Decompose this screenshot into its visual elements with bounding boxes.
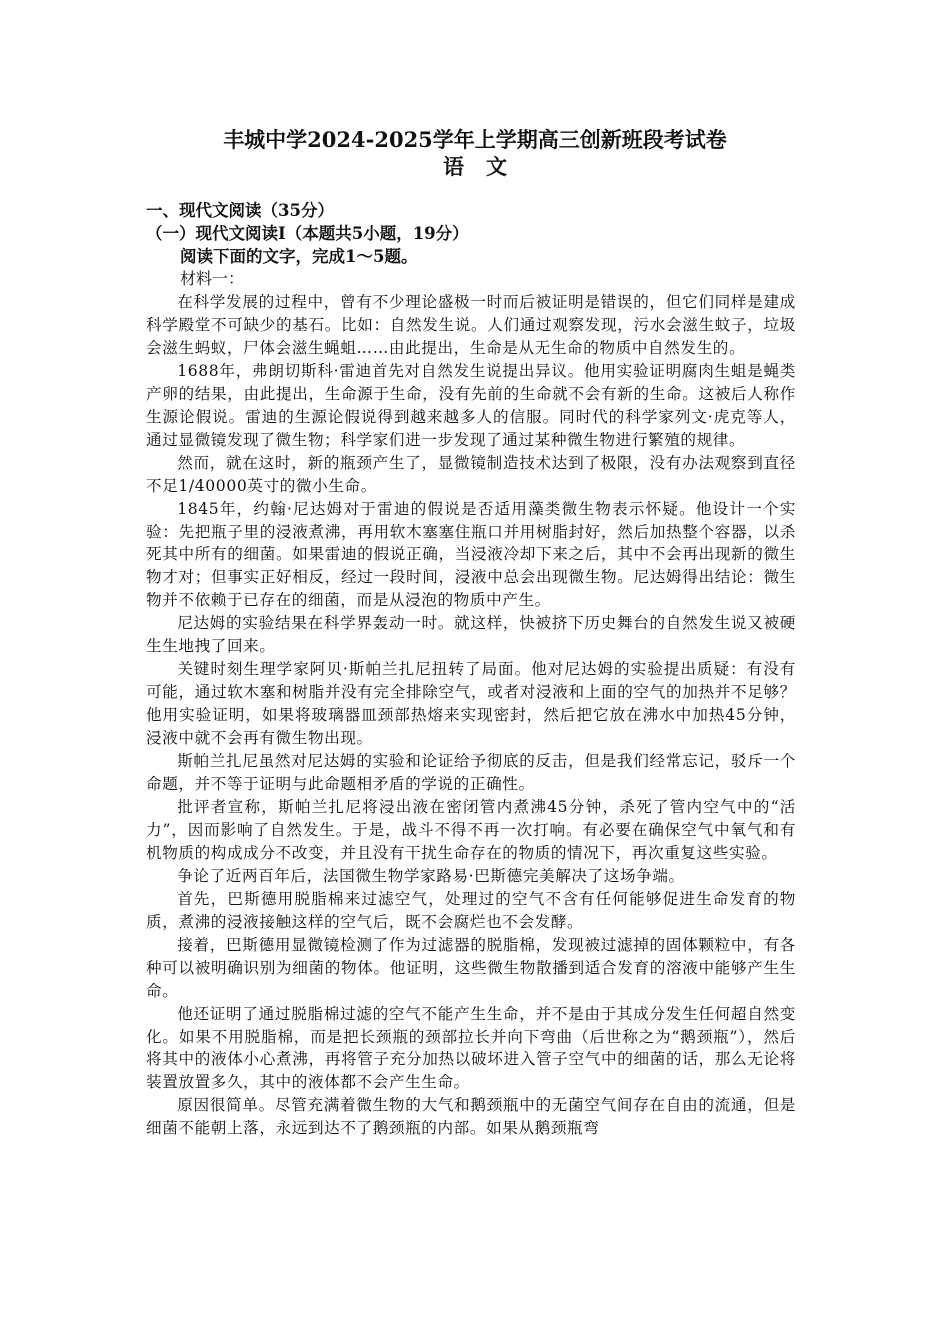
paragraph: 原因很简单。尽管充满着微生物的大气和鹅颈瓶中的无菌空气间存在自由的流通，但是细菌不能朝上落，永远到达不了鹅颈瓶的内部。如果从鹅颈瓶弯: [146, 1096, 796, 1138]
paragraph: 在科学发展的过程中，曾有不少理论盛极一时而后被证明是错误的，但它们同样是建成科学殿堂不可缺少的基石。比如：自然发生说。人们通过观察发现，污水会滋生蚊子，垃圾会滋生蚂蚁，尸体会滋生蝇蛆……由此提出，生命是从无生命的物质中自然发生的。: [146, 293, 796, 357]
subject-title: 语文: [443, 154, 529, 179]
exam-title: 丰城中学2024-2025学年上学期高三创新班段考试卷: [223, 127, 727, 152]
paragraph: 1688年，弗朗切斯科·雷迪首先对自然发生说提出异议。他用实验证明腐肉生蛆是蝇类产卵的结果，由此提出，生命源于生命，没有先前的生命就不会有新的生命。这被后人称作生源论假说。雷迪的生源论假说得到越来越多人的信服。同时代的科学家列文·虎克等人，通过显微镜发现了微生物；科学家们进一步发现了通过某种微生物进行繁殖的规律。: [146, 361, 796, 449]
paragraph: 批评者宣称，斯帕兰扎尼将浸出液在密闭管内煮沸45分钟，杀死了管内空气中的“活力”，因而影响了自然发生。于是，战斗不得不再一次打响。有必要在确保空气中氧气和有机物质的构成成分不改变，并且没有干扰生命存在的物质的情况下，再次重复这些实验。: [146, 797, 796, 862]
paragraph: 1845年，约翰·尼达姆对于雷迪的假说是否适用藻类微生物表示怀疑。他设计一个实验：先把瓶子里的浸液煮沸，再用软木塞塞住瓶口并用树脂封好，然后加热整个容器，以杀死其中所有的细菌。如果雷迪的假说正确，当浸液冷却下来之后，其中不会再出现新的微生物才对；但事实正好相反，经过一段时间，浸液中总会出现微生物。尼达姆得出结论：微生物并不依赖于已存在的细菌，而是从浸泡的物质中产生。: [146, 499, 796, 610]
paragraph: 首先，巴斯德用脱脂棉来过滤空气，处理过的空气不含有任何能够促进生命发育的物质，煮沸的浸液接触这样的空气后，既不会腐烂也不会发酵。: [146, 889, 796, 931]
paragraph: 尼达姆的实验结果在科学界轰动一时。就这样，快被挤下历史舞台的自然发生说又被硬生生地拽了回来。: [146, 614, 796, 656]
subsection-heading: （一）现代文阅读Ⅰ（本题共5小题，19分）: [146, 224, 469, 243]
paragraph: 接着，巴斯德用显微镜检测了作为过滤器的脱脂棉，发现被过滤掉的固体颗粒中，有各种可以被明确识别为细菌的物体。他证明，这些微生物散播到适合发育的溶液中能够产生生命。: [146, 935, 796, 1000]
reading-instruction: 阅读下面的文字，完成1～5题。: [180, 247, 418, 266]
material-label: 材料一：: [180, 269, 245, 288]
section-heading: 一、现代文阅读（35分）: [146, 201, 334, 220]
passage-body: [146, 291, 796, 1140]
paragraph: 争论了近两百年后，法国微生物学家路易·巴斯德完美解决了这场争端。: [177, 866, 685, 885]
paragraph: 然而，就在这时，新的瓶颈产生了，显微镜制造技术达到了极限，没有办法观察到直径不足1/40000英寸的微小生命。: [146, 453, 796, 495]
paragraph: 他还证明了通过脱脂棉过滤的空气不能产生生命，并不是由于其成分发生任何超自然变化。如果不用脱脂棉，而是把长颈瓶的颈部拉长并向下弯曲（后世称之为“鹅颈瓶”），然后将其中的液体小心煮沸，再将管子充分加热以破坏进入管子空气中的细菌的话，那么无论将装置放置多久，其中的液体都不会产生生命。: [146, 1004, 796, 1092]
paragraph: 斯帕兰扎尼虽然对尼达姆的实验和论证给予彻底的反击，但是我们经常忘记，驳斥一个命题，并不等于证明与此命题相矛盾的学说的正确性。: [146, 752, 796, 794]
paragraph: 关键时刻生理学家阿贝·斯帕兰扎尼扭转了局面。他对尼达姆的实验提出质疑：有没有可能，通过软木塞和树脂并没有完全排除空气，或者对浸液和上面的空气的加热并不足够？他用实验证明，如果将玻璃器皿颈部热熔来实现密封，然后把它放在沸水中加热45分钟，浸液中就不会再有微生物出现。: [146, 660, 796, 748]
